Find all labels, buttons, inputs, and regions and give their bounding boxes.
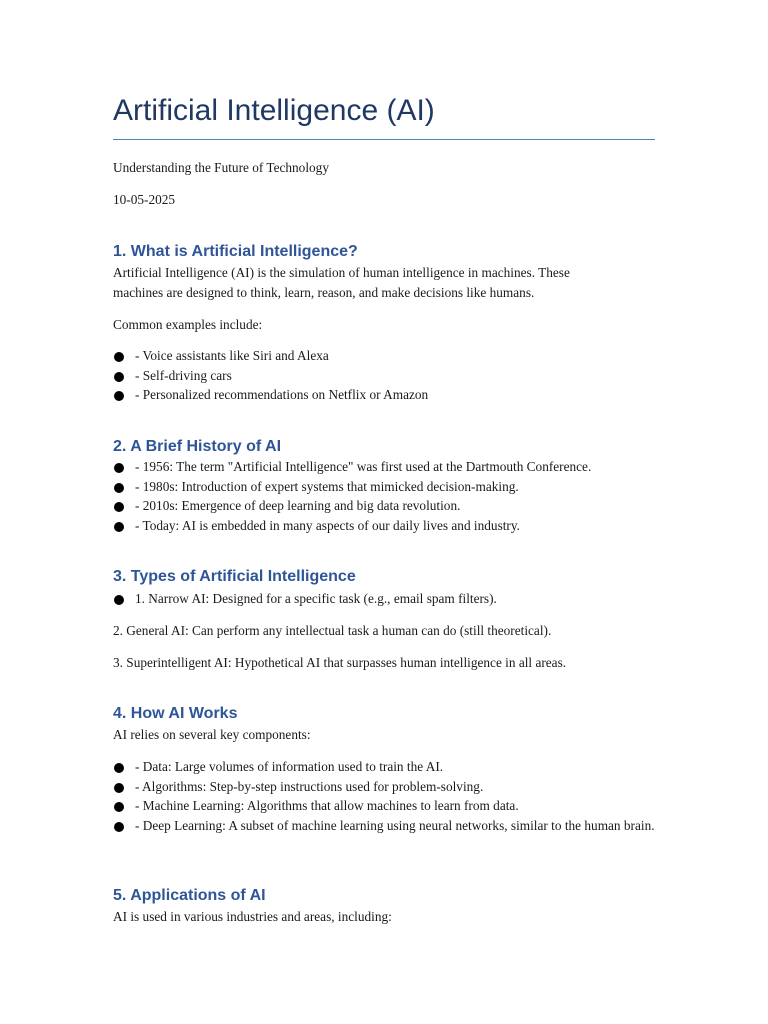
list-item-text: - Deep Learning: A subset of machine learning using neural networks, similar to the human brain.: [135, 817, 655, 833]
section-3-superintelligent-ai: 3. Superintelligent AI: Hypothetical AI that surpasses human intelligence in all areas.: [113, 655, 567, 670]
bullet-icon: [114, 463, 124, 473]
list-item: [113, 757, 655, 777]
section-4-heading: 4. How AI Works: [113, 705, 238, 722]
section-1-paragraph-line-1: Artificial Intelligence (AI) is the simulation of human intelligence in machines. These: [113, 265, 570, 280]
bullet-icon: [114, 595, 124, 605]
section-5-intro: AI is used in various industries and areas, including:: [113, 909, 392, 924]
list-item-text: - Voice assistants like Siri and Alexa: [135, 348, 329, 363]
list-item: [113, 496, 591, 516]
section-1-paragraph-line-2: machines are designed to think, learn, reason, and make decisions like humans.: [113, 285, 535, 300]
list-item-text: 1. Narrow AI: Designed for a specific task (e.g., email spam filters).: [135, 591, 497, 606]
list-item-text: - 1956: The term "Artificial Intelligence" was first used at the Dartmouth Conference.: [135, 459, 592, 474]
bullet-icon: [114, 352, 124, 362]
bullet-icon: [114, 763, 124, 773]
list-item: [113, 589, 497, 609]
section-4-bullet-list: [113, 757, 655, 835]
bullet-icon: [114, 822, 124, 832]
section-3-heading: 3. Types of Artificial Intelligence: [113, 568, 356, 585]
list-item: [113, 346, 428, 366]
list-item-text: - Self-driving cars: [135, 367, 232, 383]
list-item-text: - Today: AI is embedded in many aspects of our daily lives and industry.: [135, 517, 520, 533]
list-item: [113, 516, 591, 536]
title-underline: [113, 139, 655, 140]
document-title: Artificial Intelligence (AI): [113, 94, 435, 127]
section-1-examples-intro: Common examples include:: [113, 317, 263, 332]
section-2-bullet-list: [113, 457, 591, 535]
section-4-intro: AI relies on several key components:: [113, 727, 311, 742]
list-item-text: - Algorithms: Step-by-step instructions used for problem-solving.: [135, 778, 484, 794]
document-date: 10-05-2025: [113, 192, 176, 207]
list-item-text: - 2010s: Emergence of deep learning and big data revolution.: [135, 498, 461, 514]
section-3-bullet-list: [113, 589, 497, 609]
section-5-heading: 5. Applications of AI: [113, 887, 266, 904]
bullet-icon: [114, 783, 124, 793]
bullet-icon: [114, 522, 124, 532]
bullet-icon: [114, 502, 124, 512]
list-item: [113, 796, 655, 816]
bullet-icon: [114, 372, 124, 382]
list-item: [113, 385, 428, 405]
list-item-text: - Data: Large volumes of information used to train the AI.: [135, 759, 444, 774]
section-1-heading: 1. What is Artificial Intelligence?: [113, 243, 358, 260]
bullet-icon: [114, 802, 124, 812]
list-item: [113, 477, 591, 497]
list-item-text: - Machine Learning: Algorithms that allow machines to learn from data.: [135, 798, 519, 814]
section-1-bullet-list: [113, 346, 428, 405]
document-subtitle: Understanding the Future of Technology: [113, 160, 329, 175]
section-3-general-ai: 2. General AI: Can perform any intellectual task a human can do (still theoretical).: [113, 623, 552, 638]
list-item: [113, 457, 591, 477]
list-item: [113, 777, 655, 797]
bullet-icon: [114, 483, 124, 493]
list-item: [113, 816, 655, 836]
section-2-heading: 2. A Brief History of AI: [113, 438, 282, 455]
list-item: [113, 366, 428, 386]
list-item-text: - Personalized recommendations on Netflix or Amazon: [135, 387, 429, 403]
list-item-text: - 1980s: Introduction of expert systems that mimicked decision-making.: [135, 478, 519, 494]
bullet-icon: [114, 391, 124, 401]
